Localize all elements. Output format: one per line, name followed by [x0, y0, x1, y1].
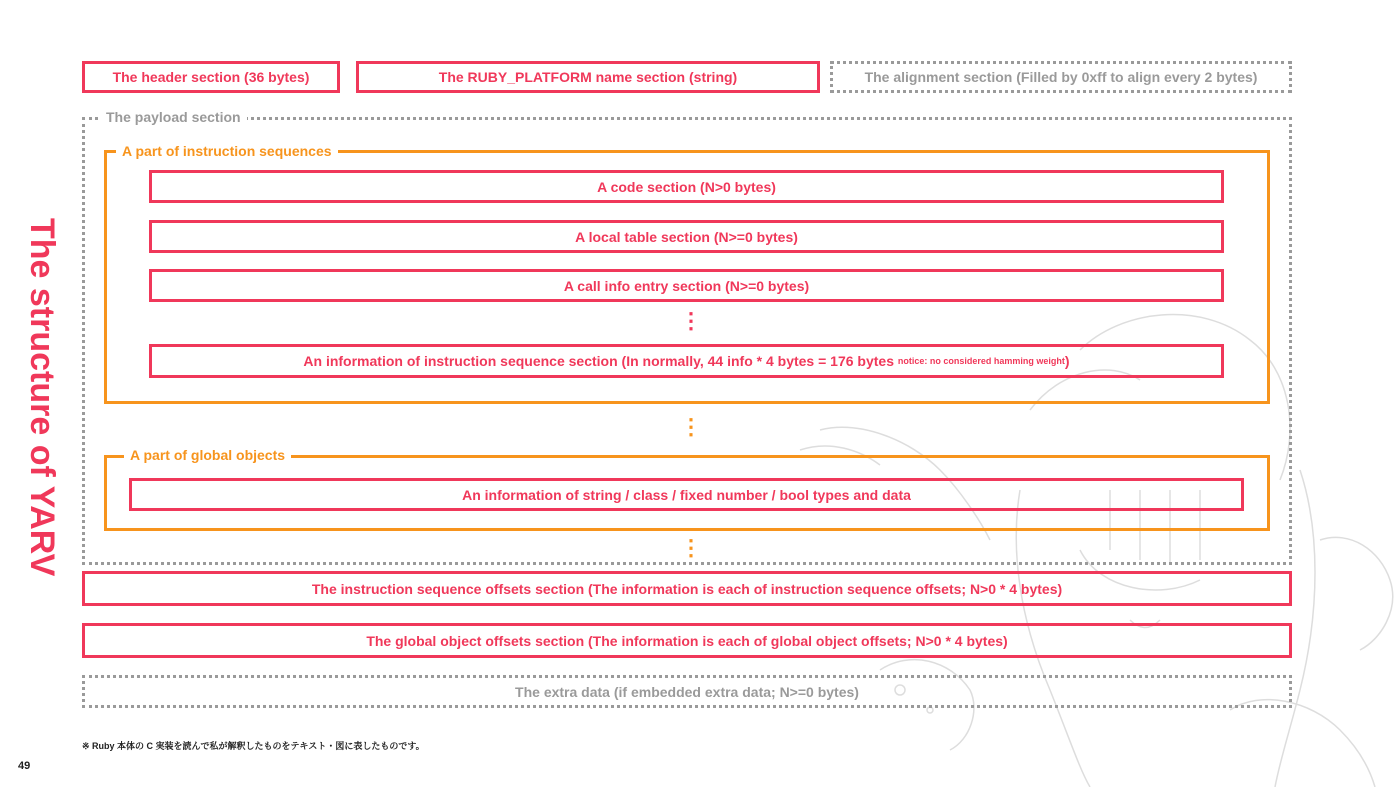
payload-section-label: The payload section	[100, 109, 247, 125]
iseq-info-close: )	[1064, 353, 1070, 369]
slide-title: The structure of YARV	[23, 218, 61, 577]
iseq-info-section-box	[149, 344, 1224, 378]
iseq-info-notice: notice: no considered hamming weight	[897, 356, 1065, 366]
call-info-section-box: A call info entry section (N>=0 bytes)	[149, 269, 1224, 302]
code-section-box: A code section (N>0 bytes)	[149, 170, 1224, 203]
global-part-label: A part of global objects	[124, 447, 291, 463]
extra-data-box: The extra data (if embedded extra data; N>=0 bytes)	[82, 675, 1292, 708]
ruby-platform-section-box: The RUBY_PLATFORM name section (string)	[356, 61, 820, 93]
page-number: 49	[18, 760, 31, 772]
global-offsets-section-box: The global object offsets section (The information is each of global object offsets; N>0 * 4 bytes)	[82, 623, 1292, 658]
header-section-box: The header section (36 bytes)	[82, 61, 340, 93]
iseq-ellipsis: ⋮	[680, 308, 702, 333]
after-payload-ellipsis: ⋮	[680, 535, 702, 560]
between-parts-ellipsis: ⋮	[680, 414, 702, 439]
footnote: ※ Ruby 本体の C 実装を読んで私が解釈したものをテキスト・図に表したものです。	[82, 741, 425, 751]
iseq-offsets-section-box: The instruction sequence offsets section (The information is each of instruction sequence offsets; N>0 * 4 bytes)	[82, 571, 1292, 606]
alignment-section-box: The alignment section (Filled by 0xff to align every 2 bytes)	[830, 61, 1292, 93]
iseq-part-label: A part of instruction sequences	[116, 143, 338, 159]
local-table-section-box: A local table section (N>=0 bytes)	[149, 220, 1224, 253]
global-info-box: An information of string / class / fixed number / bool types and data	[129, 478, 1244, 511]
iseq-info-text: An information of instruction sequence section (In normally, 44 info * 4 bytes = 176 bytes	[303, 353, 894, 369]
